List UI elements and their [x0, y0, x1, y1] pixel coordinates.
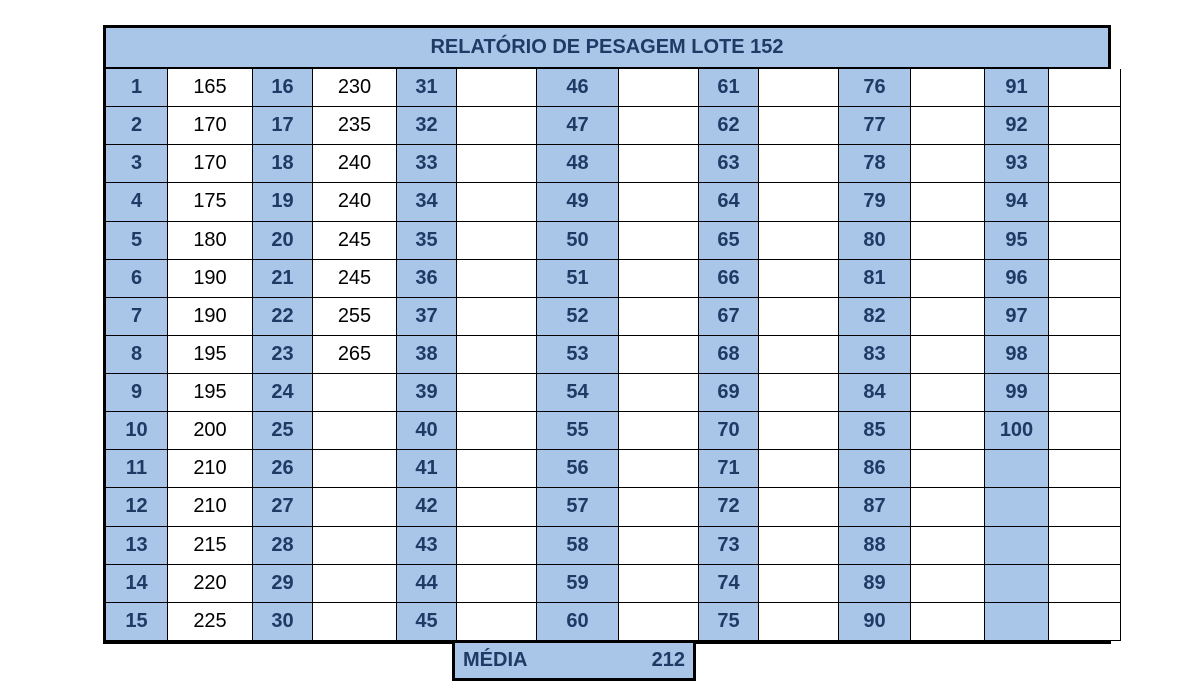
- weight-value: [759, 145, 839, 183]
- weight-value: [457, 107, 537, 145]
- weight-value: [619, 298, 699, 336]
- weight-value: [985, 603, 1049, 641]
- row-number: 28: [253, 527, 313, 565]
- row-number: 2: [106, 107, 168, 145]
- weight-value: [911, 374, 985, 412]
- weight-value: [457, 565, 537, 603]
- row-number: 90: [839, 603, 911, 641]
- weight-value: [985, 450, 1049, 488]
- row-number: 77: [839, 107, 911, 145]
- weight-value: [457, 374, 537, 412]
- weight-value: [313, 412, 397, 450]
- row-number: 29: [253, 565, 313, 603]
- row-number: 10: [106, 412, 168, 450]
- row-number: 82: [839, 298, 911, 336]
- weight-value: 190: [168, 260, 253, 298]
- row-number: 64: [699, 183, 759, 221]
- weight-value: [457, 69, 537, 107]
- weight-value: [911, 488, 985, 526]
- average-value: 212: [651, 649, 685, 671]
- row-number: 58: [537, 527, 619, 565]
- weight-value: [1049, 222, 1121, 260]
- row-number: 76: [839, 69, 911, 107]
- row-number: 75: [699, 603, 759, 641]
- empty-cell: [1049, 527, 1121, 565]
- weight-value: 255: [313, 298, 397, 336]
- weight-value: [313, 527, 397, 565]
- row-number: 72: [699, 488, 759, 526]
- row-number: 85: [839, 412, 911, 450]
- weight-value: [457, 450, 537, 488]
- row-number: 41: [397, 450, 457, 488]
- weight-value: [619, 183, 699, 221]
- weight-value: [911, 260, 985, 298]
- weight-value: [313, 603, 397, 641]
- weight-value: 210: [168, 450, 253, 488]
- row-number: 27: [253, 488, 313, 526]
- weight-value: [619, 107, 699, 145]
- weight-value: [759, 298, 839, 336]
- weight-value: [1049, 107, 1121, 145]
- row-number: 52: [537, 298, 619, 336]
- weight-value: [911, 107, 985, 145]
- row-number: 11: [106, 450, 168, 488]
- weight-value: [911, 145, 985, 183]
- row-number: 83: [839, 336, 911, 374]
- weight-value: [759, 107, 839, 145]
- row-number: 78: [839, 145, 911, 183]
- row-number: 95: [985, 222, 1049, 260]
- row-number: 42: [397, 488, 457, 526]
- row-number: 6: [106, 260, 168, 298]
- weight-value: [619, 260, 699, 298]
- weight-value: [457, 183, 537, 221]
- weight-value: [911, 298, 985, 336]
- row-number: 44: [397, 565, 457, 603]
- row-number: 60: [537, 603, 619, 641]
- row-number: 8: [106, 336, 168, 374]
- weight-value: 195: [168, 374, 253, 412]
- weight-value: [759, 412, 839, 450]
- row-number: 43: [397, 527, 457, 565]
- row-number: 89: [839, 565, 911, 603]
- weight-value: [759, 527, 839, 565]
- row-number: 36: [397, 260, 457, 298]
- row-number: 73: [699, 527, 759, 565]
- row-number: 34: [397, 183, 457, 221]
- weight-value: 240: [313, 183, 397, 221]
- weight-value: 220: [168, 565, 253, 603]
- row-number: 55: [537, 412, 619, 450]
- row-number: 81: [839, 260, 911, 298]
- weight-value: [985, 565, 1049, 603]
- row-number: 57: [537, 488, 619, 526]
- weight-value: [457, 222, 537, 260]
- weighing-report-sheet: [103, 25, 1111, 644]
- weight-value: [985, 488, 1049, 526]
- weight-value: [619, 488, 699, 526]
- weight-value: [759, 336, 839, 374]
- row-number: 17: [253, 107, 313, 145]
- row-number: 20: [253, 222, 313, 260]
- row-number: 22: [253, 298, 313, 336]
- weight-value: [457, 412, 537, 450]
- weight-value: [619, 450, 699, 488]
- weight-value: [911, 69, 985, 107]
- row-number: 35: [397, 222, 457, 260]
- weight-value: [1049, 298, 1121, 336]
- weight-value: [911, 336, 985, 374]
- weight-value: [457, 145, 537, 183]
- weight-value: [911, 222, 985, 260]
- row-number: 68: [699, 336, 759, 374]
- row-number: 5: [106, 222, 168, 260]
- row-number: 24: [253, 374, 313, 412]
- row-number: 54: [537, 374, 619, 412]
- weight-value: [619, 336, 699, 374]
- row-number: 99: [985, 374, 1049, 412]
- weight-value: [1049, 412, 1121, 450]
- row-number: 48: [537, 145, 619, 183]
- weight-value: [759, 69, 839, 107]
- row-number: 86: [839, 450, 911, 488]
- weight-value: 210: [168, 488, 253, 526]
- row-number: 21: [253, 260, 313, 298]
- row-number: 33: [397, 145, 457, 183]
- row-number: 4: [106, 183, 168, 221]
- weights-table: [106, 69, 1108, 641]
- weight-value: [1049, 260, 1121, 298]
- weight-value: [911, 527, 985, 565]
- weight-value: 170: [168, 107, 253, 145]
- weight-value: 240: [313, 145, 397, 183]
- row-number: 47: [537, 107, 619, 145]
- average-row: [452, 641, 696, 681]
- row-number: 69: [699, 374, 759, 412]
- weight-value: [619, 222, 699, 260]
- weight-value: [759, 260, 839, 298]
- row-number: 12: [106, 488, 168, 526]
- weight-value: [619, 69, 699, 107]
- weight-value: 230: [313, 69, 397, 107]
- row-number: 26: [253, 450, 313, 488]
- row-number: 96: [985, 260, 1049, 298]
- row-number: 92: [985, 107, 1049, 145]
- weight-value: 215: [168, 527, 253, 565]
- row-number: 37: [397, 298, 457, 336]
- weight-value: [1049, 145, 1121, 183]
- row-number: 19: [253, 183, 313, 221]
- row-number: 74: [699, 565, 759, 603]
- weight-value: [619, 565, 699, 603]
- row-number: 87: [839, 488, 911, 526]
- weight-value: 175: [168, 183, 253, 221]
- weight-value: [313, 374, 397, 412]
- row-number: 84: [839, 374, 911, 412]
- weight-value: [1049, 183, 1121, 221]
- weight-value: 180: [168, 222, 253, 260]
- row-number: 32: [397, 107, 457, 145]
- row-number: 23: [253, 336, 313, 374]
- weight-value: [911, 603, 985, 641]
- row-number: 80: [839, 222, 911, 260]
- weight-value: 190: [168, 298, 253, 336]
- row-number: 30: [253, 603, 313, 641]
- weight-value: [911, 412, 985, 450]
- weight-value: 165: [168, 69, 253, 107]
- weight-value: [759, 565, 839, 603]
- average-label: MÉDIA: [463, 649, 528, 671]
- row-number: 15: [106, 603, 168, 641]
- weight-value: [985, 527, 1049, 565]
- weight-value: [911, 565, 985, 603]
- row-number: 18: [253, 145, 313, 183]
- row-number: 88: [839, 527, 911, 565]
- report-title: RELATÓRIO DE PESAGEM LOTE 152: [106, 28, 1108, 69]
- weight-value: 170: [168, 145, 253, 183]
- row-number: 62: [699, 107, 759, 145]
- row-number: 40: [397, 412, 457, 450]
- weight-value: [619, 145, 699, 183]
- row-number: 100: [985, 412, 1049, 450]
- row-number: 71: [699, 450, 759, 488]
- weight-value: [457, 527, 537, 565]
- row-number: 7: [106, 298, 168, 336]
- weight-value: [457, 336, 537, 374]
- row-number: 91: [985, 69, 1049, 107]
- row-number: 9: [106, 374, 168, 412]
- weight-value: [1049, 336, 1121, 374]
- weight-value: [313, 450, 397, 488]
- weight-value: 195: [168, 336, 253, 374]
- weight-value: [619, 412, 699, 450]
- weight-value: [457, 260, 537, 298]
- weight-value: [457, 603, 537, 641]
- row-number: 61: [699, 69, 759, 107]
- row-number: 97: [985, 298, 1049, 336]
- row-number: 45: [397, 603, 457, 641]
- weight-value: 245: [313, 260, 397, 298]
- empty-cell: [1049, 565, 1121, 603]
- weight-value: [619, 527, 699, 565]
- row-number: 13: [106, 527, 168, 565]
- weight-value: [457, 488, 537, 526]
- row-number: 25: [253, 412, 313, 450]
- row-number: 16: [253, 69, 313, 107]
- row-number: 51: [537, 260, 619, 298]
- weight-value: [759, 183, 839, 221]
- weight-value: [759, 450, 839, 488]
- empty-cell: [1049, 603, 1121, 641]
- weight-value: [759, 603, 839, 641]
- empty-cell: [1049, 488, 1121, 526]
- row-number: 14: [106, 565, 168, 603]
- row-number: 38: [397, 336, 457, 374]
- weight-value: [313, 488, 397, 526]
- weight-value: [313, 565, 397, 603]
- weight-value: [759, 374, 839, 412]
- empty-cell: [1049, 450, 1121, 488]
- row-number: 59: [537, 565, 619, 603]
- row-number: 3: [106, 145, 168, 183]
- row-number: 53: [537, 336, 619, 374]
- row-number: 70: [699, 412, 759, 450]
- weight-value: [457, 298, 537, 336]
- weight-value: 200: [168, 412, 253, 450]
- row-number: 98: [985, 336, 1049, 374]
- weight-value: [1049, 374, 1121, 412]
- weight-value: [911, 450, 985, 488]
- weight-value: [619, 603, 699, 641]
- row-number: 46: [537, 69, 619, 107]
- row-number: 56: [537, 450, 619, 488]
- row-number: 1: [106, 69, 168, 107]
- weight-value: 235: [313, 107, 397, 145]
- row-number: 67: [699, 298, 759, 336]
- row-number: 50: [537, 222, 619, 260]
- weight-value: [1049, 69, 1121, 107]
- weight-value: 265: [313, 336, 397, 374]
- row-number: 94: [985, 183, 1049, 221]
- weight-value: [911, 183, 985, 221]
- weight-value: [619, 374, 699, 412]
- row-number: 65: [699, 222, 759, 260]
- row-number: 79: [839, 183, 911, 221]
- row-number: 63: [699, 145, 759, 183]
- row-number: 49: [537, 183, 619, 221]
- weight-value: [759, 222, 839, 260]
- row-number: 93: [985, 145, 1049, 183]
- weight-value: 225: [168, 603, 253, 641]
- row-number: 39: [397, 374, 457, 412]
- row-number: 31: [397, 69, 457, 107]
- weight-value: 245: [313, 222, 397, 260]
- row-number: 66: [699, 260, 759, 298]
- weight-value: [759, 488, 839, 526]
